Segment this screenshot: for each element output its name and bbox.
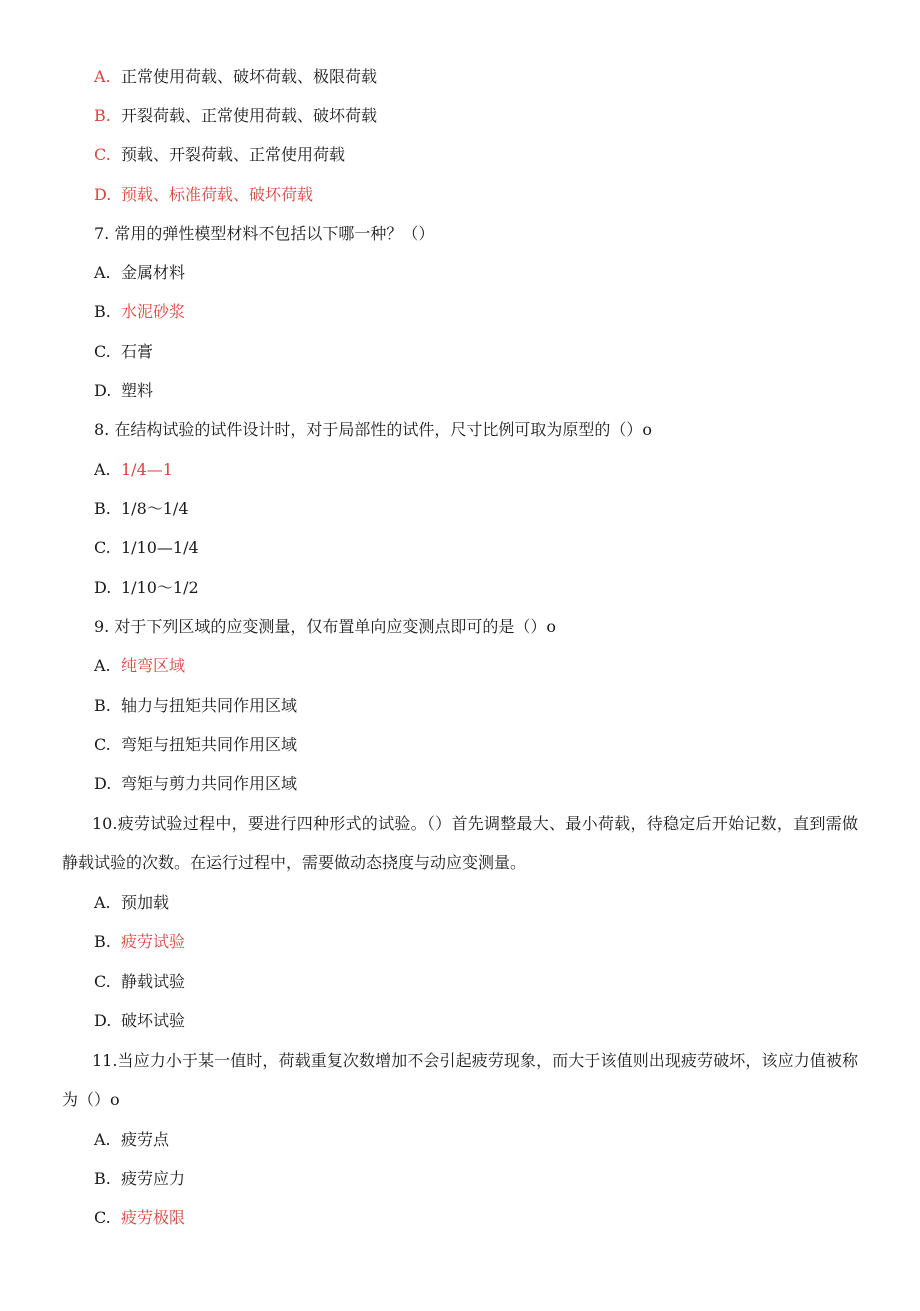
option-text: 弯矩与剪力共同作用区域 <box>121 774 298 793</box>
q7-option-a <box>94 263 185 283</box>
q11-option-b <box>94 1169 185 1189</box>
q10-stem: 10.疲劳试验过程中，要进行四种形式的试验。（）首先调整最大、最小荷载，待稳定后开始记数，直到需做静载试验的次数。在运行过程中，需要做动态挠度与动应变测量。 <box>62 814 858 872</box>
option-letter: B. <box>94 106 111 125</box>
option-text: 疲劳点 <box>121 1130 170 1149</box>
option-text: 破坏试验 <box>121 1011 186 1030</box>
option-letter: C. <box>94 342 111 361</box>
q8-option-a-answer <box>94 460 173 480</box>
option-letter: C. <box>94 1208 111 1227</box>
option-letter: A. <box>94 1130 111 1149</box>
option-text: 正常使用荷载、破坏荷载、极限荷载 <box>121 67 378 86</box>
q11-stem: 11.当应力小于某一值时，荷载重复次数增加不会引起疲劳现象，而大于该值则出现疲劳破坏，该应力值被称为（）o <box>62 1051 858 1109</box>
option-letter: B. <box>94 932 111 951</box>
option-text: 纯弯区域 <box>121 656 186 675</box>
option-text: 1/10～1/2 <box>121 578 199 597</box>
q10-option-d <box>94 1011 185 1031</box>
q6-option-b <box>94 106 377 126</box>
q10-option-a <box>94 893 169 913</box>
option-text: 石膏 <box>121 342 154 361</box>
q8-option-d <box>94 578 199 598</box>
option-text: 轴力与扭矩共同作用区域 <box>121 696 298 715</box>
option-letter: B. <box>94 696 111 715</box>
option-letter: A. <box>94 263 111 282</box>
q6-option-d-answer <box>94 185 313 205</box>
option-text: 疲劳试验 <box>121 932 186 951</box>
q9-option-a-answer <box>94 656 185 676</box>
option-text: 疲劳应力 <box>121 1169 186 1188</box>
option-text: 金属材料 <box>121 263 186 282</box>
option-letter: B. <box>94 1169 111 1188</box>
q7-option-b-answer <box>94 302 185 322</box>
q11-option-c-answer <box>94 1208 185 1228</box>
q11-option-a <box>94 1130 169 1150</box>
q7-option-d <box>94 381 153 401</box>
option-letter: A. <box>94 460 111 479</box>
option-text: 1/10—1/4 <box>121 538 199 557</box>
option-text: 静载试验 <box>121 972 186 991</box>
option-letter: B. <box>94 499 111 518</box>
option-text: 1/8～1/4 <box>121 499 189 518</box>
q10-option-c <box>94 972 185 992</box>
option-text: 水泥砂浆 <box>121 302 186 321</box>
option-letter: C. <box>94 972 111 991</box>
q9-option-d <box>94 774 297 794</box>
option-letter: C. <box>94 145 111 164</box>
option-letter: A. <box>94 893 111 912</box>
q7-option-c <box>94 342 153 362</box>
option-letter: D. <box>94 578 112 597</box>
q8-option-b <box>94 499 189 519</box>
option-letter: C. <box>94 538 111 557</box>
q8-stem: 8. 在结构试验的试件设计时，对于局部性的试件，尺寸比例可取为原型的（）o <box>94 420 652 439</box>
option-text: 预载、开裂荷载、正常使用荷载 <box>121 145 346 164</box>
q9-option-b <box>94 696 297 716</box>
option-letter: A. <box>94 656 111 675</box>
q9-stem: 9. 对于下列区域的应变测量，仅布置单向应变测点即可的是（）o <box>94 617 556 636</box>
q7-stem: 7. 常用的弹性模型材料不包括以下哪一种？（） <box>94 224 435 243</box>
option-letter: D. <box>94 1011 112 1030</box>
option-text: 预加载 <box>121 893 170 912</box>
option-text: 预载、标准荷载、破坏荷载 <box>121 185 314 204</box>
option-letter: B. <box>94 302 111 321</box>
q10-option-b-answer <box>94 932 185 952</box>
option-text: 弯矩与扭矩共同作用区域 <box>121 735 298 754</box>
q6-option-a <box>94 67 377 87</box>
q6-option-c <box>94 145 345 165</box>
option-letter: D. <box>94 774 112 793</box>
q9-option-c <box>94 735 297 755</box>
option-text: 1/4—1 <box>121 460 173 479</box>
option-text: 开裂荷载、正常使用荷载、破坏荷载 <box>121 106 378 125</box>
option-letter: D. <box>94 381 112 400</box>
option-text: 塑料 <box>121 381 154 400</box>
q8-option-c <box>94 538 199 558</box>
option-letter: D. <box>94 185 112 204</box>
option-text: 疲劳极限 <box>121 1208 186 1227</box>
option-letter: A. <box>94 67 111 86</box>
option-letter: C. <box>94 735 111 754</box>
